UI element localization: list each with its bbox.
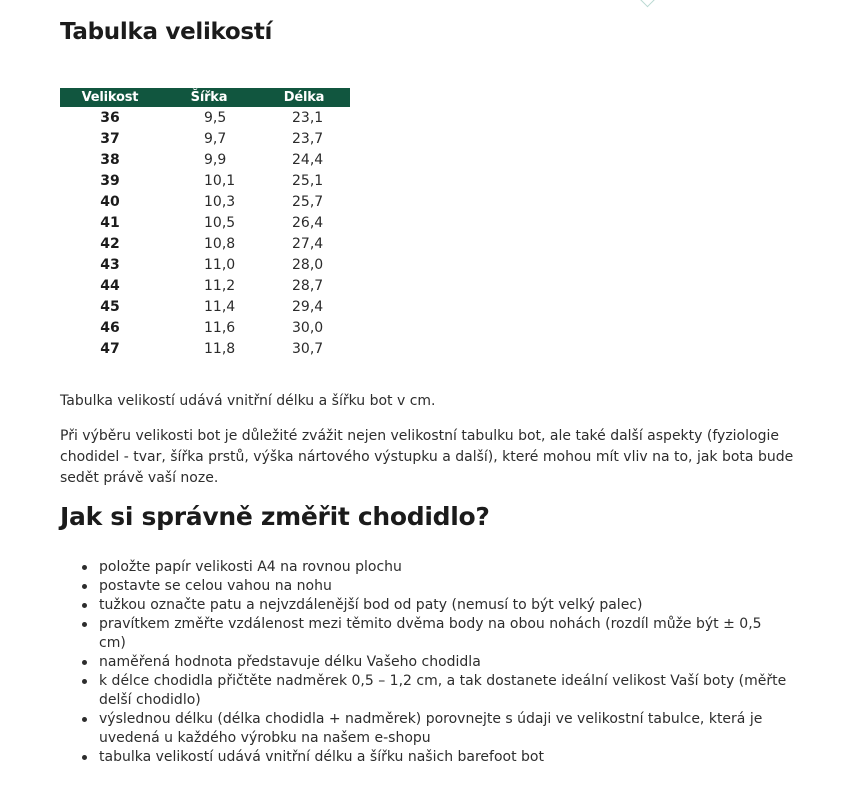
list-item: naměřená hodnota představuje délku Vašeho chodidla	[99, 653, 789, 672]
table-row	[60, 338, 350, 359]
list-item: tabulka velikostí udává vnitřní délku a šířku našich barefoot bot	[99, 748, 789, 767]
cell-width: 9,5	[204, 109, 227, 126]
cell-width: 11,6	[204, 319, 236, 336]
cell-width: 9,7	[204, 130, 227, 147]
cell-width: 9,9	[204, 151, 227, 168]
cell-size: 44	[100, 277, 120, 294]
cell-size: 42	[100, 235, 120, 252]
size-table-header	[60, 88, 350, 107]
fit-advice-paragraph: Při výběru velikosti bot je důležité zvážit nejen velikostní tabulku bot, ale také další aspekty (fyziologie chodidel - tvar, šířka prstů, výška nártového výstupku a další), které mohou mít vliv na to, jak bota bude sedět právě vaší noze.	[60, 428, 794, 486]
cell-size: 36	[100, 109, 120, 126]
list-item: pravítkem změřte vzdálenost mezi těmito dvěma body na obou nohách (rozdíl může být ± 0,5 cm)	[99, 615, 789, 653]
cell-length: 27,4	[292, 235, 324, 252]
size-table-note: Tabulka velikostí udává vnitřní délku a šířku bot v cm.	[60, 393, 436, 409]
list-item: k délce chodidla přičtěte nadměrek 0,5 – 1,2 cm, a tak dostanete ideální velikost Vaší boty (měřte delší chodidlo)	[99, 672, 789, 710]
cell-length: 28,0	[292, 256, 324, 273]
list-item: položte papír velikosti A4 na rovnou plochu	[99, 558, 789, 577]
table-row	[60, 191, 350, 212]
chevron-down-icon	[640, 0, 656, 7]
cell-length: 25,7	[292, 193, 324, 210]
cell-size: 40	[100, 193, 120, 210]
cell-length: 30,7	[292, 340, 324, 357]
header-length: Délka	[258, 88, 350, 107]
table-row	[60, 275, 350, 296]
cell-length: 29,4	[292, 298, 324, 315]
header-size: Velikost	[60, 88, 160, 107]
cell-width: 11,8	[204, 340, 236, 357]
table-row	[60, 107, 350, 128]
table-row	[60, 212, 350, 233]
cell-length: 26,4	[292, 214, 324, 231]
measure-section-title: Jak si správně změřit chodidlo?	[60, 502, 490, 531]
table-row	[60, 317, 350, 338]
cell-length: 25,1	[292, 172, 324, 189]
cell-width: 10,5	[204, 214, 236, 231]
cell-size: 47	[100, 340, 120, 357]
cell-size: 38	[100, 151, 120, 168]
cell-size: 46	[100, 319, 120, 336]
cell-size: 43	[100, 256, 120, 273]
cell-size: 45	[100, 298, 120, 315]
size-table	[60, 88, 350, 359]
cell-width: 10,1	[204, 172, 236, 189]
cell-length: 28,7	[292, 277, 324, 294]
table-row	[60, 128, 350, 149]
list-item: postavte se celou vahou na nohu	[99, 577, 789, 596]
cell-width: 10,3	[204, 193, 236, 210]
list-item: tužkou označte patu a nejvzdálenější bod od paty (nemusí to být velký palec)	[99, 596, 789, 615]
cell-length: 30,0	[292, 319, 324, 336]
table-row	[60, 233, 350, 254]
header-width: Šířka	[160, 88, 258, 107]
cell-length: 23,1	[292, 109, 324, 126]
cell-length: 23,7	[292, 130, 324, 147]
cell-size: 37	[100, 130, 120, 147]
cell-width: 10,8	[204, 235, 236, 252]
measure-steps-list	[99, 558, 789, 767]
cell-size: 41	[100, 214, 120, 231]
table-row	[60, 296, 350, 317]
table-row	[60, 254, 350, 275]
table-row	[60, 170, 350, 191]
cell-width: 11,0	[204, 256, 236, 273]
table-row	[60, 149, 350, 170]
cell-width: 11,4	[204, 298, 236, 315]
cell-size: 39	[100, 172, 120, 189]
page-title: Tabulka velikostí	[60, 19, 273, 45]
list-item: výslednou délku (délka chodidla + nadměrek) porovnejte s údaji ve velikostní tabulce, která je uvedená u každého výrobku na našem e-shopu	[99, 710, 789, 748]
cell-width: 11,2	[204, 277, 236, 294]
cell-length: 24,4	[292, 151, 324, 168]
